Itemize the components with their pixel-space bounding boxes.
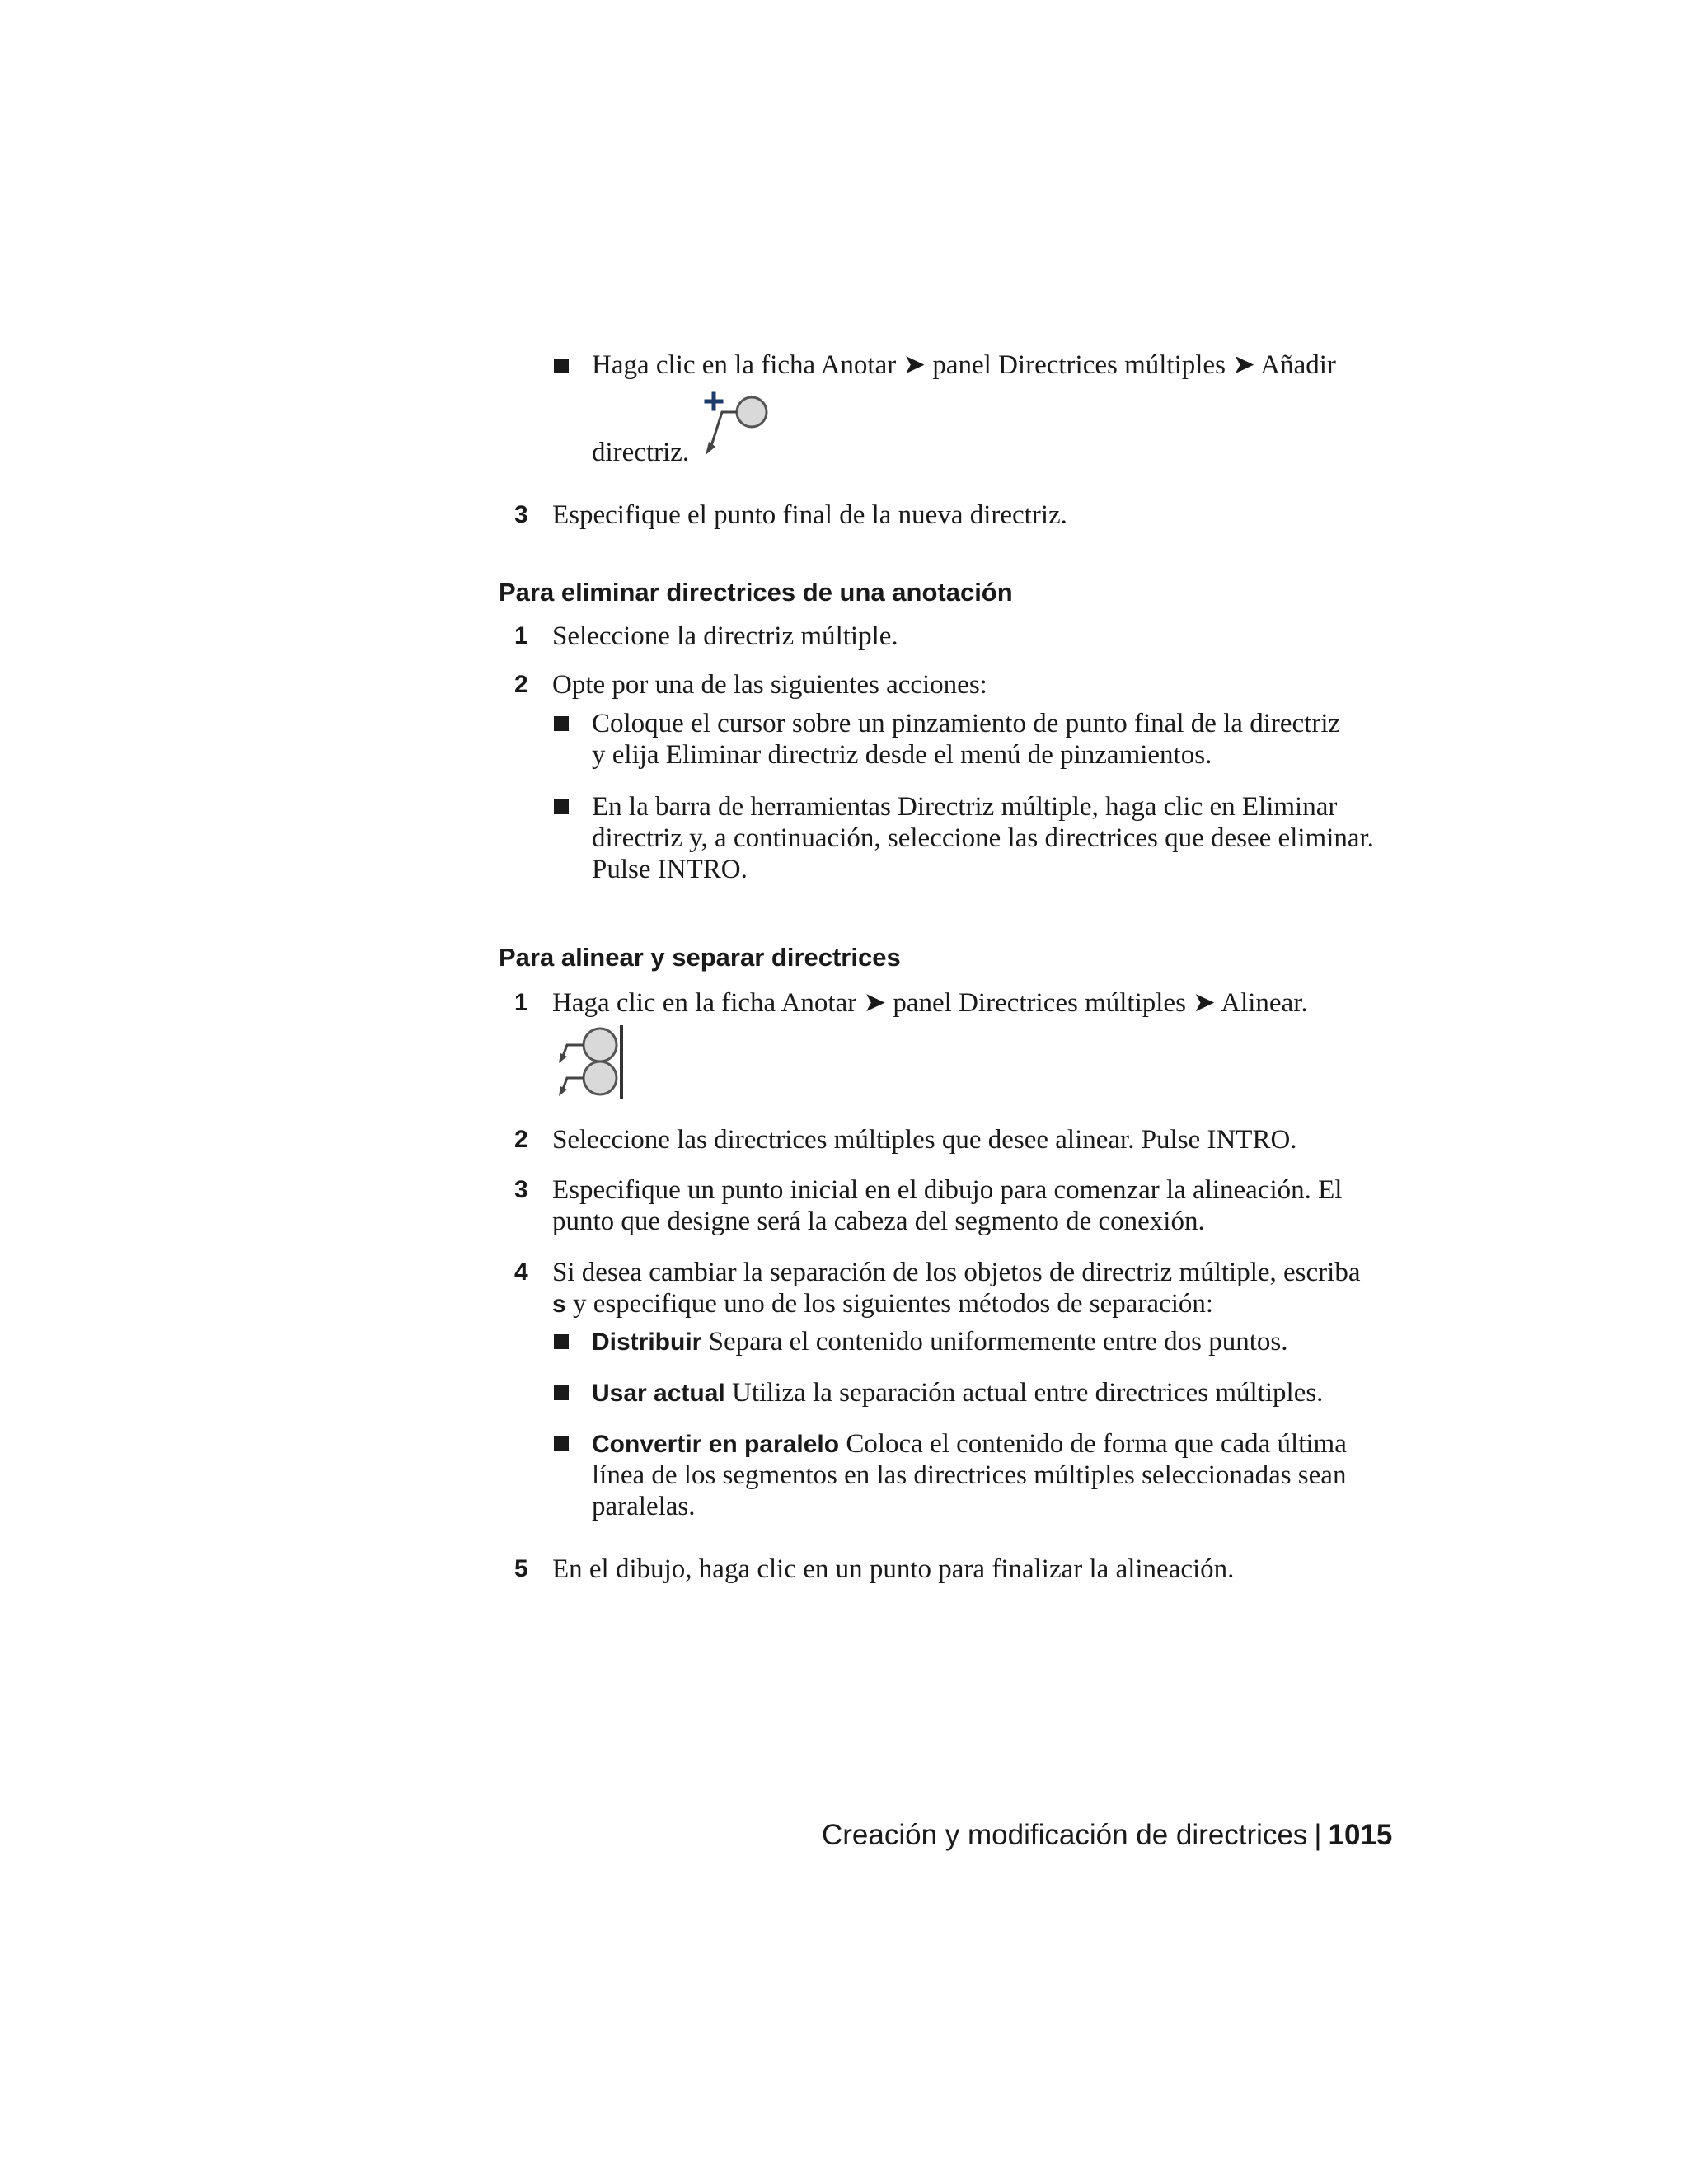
step-text: Opte por una de las siguientes acciones:	[552, 670, 987, 700]
page-number: 1015	[1328, 1819, 1393, 1851]
footer-separator: |	[1314, 1819, 1322, 1851]
add-leader-instruction-cont: directriz.	[592, 438, 690, 467]
add-leader-icon	[699, 389, 771, 462]
step-number: 2	[514, 1126, 528, 1153]
page-footer	[822, 1818, 1392, 1853]
step-number: 1	[514, 989, 528, 1016]
option-term: Convertir en paralelo	[592, 1431, 840, 1458]
bullet-marker	[554, 1334, 569, 1349]
option-description: Utiliza la separación actual entre directrices múltiples.	[724, 1378, 1324, 1408]
bullet-marker	[554, 716, 569, 731]
section-heading-align: Para alinear y separar directrices	[499, 943, 901, 972]
option-term: Distribuir	[592, 1329, 702, 1356]
option-description: Coloca el contenido de forma que cada última	[839, 1429, 1347, 1459]
step-text	[552, 1288, 1213, 1320]
add-leader-instruction: Haga clic en la ficha Anotar ➤ panel Directrices múltiples ➤ Añadir	[592, 350, 1336, 380]
step-text: Si desea cambiar la separación de los objetos de directriz múltiple, escriba	[552, 1258, 1361, 1287]
bullet-text: En la barra de herramientas Directriz múltiple, haga clic en Eliminar	[592, 792, 1338, 822]
footer-title: Creación y modificación de directrices	[822, 1819, 1308, 1851]
step-text: Seleccione las directrices múltiples que desee alinear. Pulse INTRO.	[552, 1125, 1297, 1155]
step-number: 3	[514, 1176, 528, 1203]
option-term: Usar actual	[592, 1380, 725, 1407]
step-text: Seleccione la directriz múltiple.	[552, 621, 898, 651]
bullet-text: Coloque el cursor sobre un pinzamiento de punto final de la directriz	[592, 709, 1341, 738]
bullet-marker	[554, 1385, 569, 1400]
step-text: En el dibujo, haga clic en un punto para finalizar la alineación.	[552, 1554, 1235, 1584]
bullet-marker	[554, 1436, 569, 1451]
step-text: Especifique un punto inicial en el dibujo para comenzar la alineación. El	[552, 1175, 1343, 1205]
step-number: 2	[514, 671, 528, 698]
option-description-cont: línea de los segmentos en las directrices múltiples seleccionadas sean	[592, 1460, 1347, 1490]
bullet-text: Pulse INTRO.	[592, 855, 748, 884]
step-text-rest: y especifique uno de los siguientes métodos de separación:	[565, 1289, 1214, 1319]
step-text: Especifique el punto final de la nueva directriz.	[552, 500, 1067, 530]
bullet-marker	[554, 799, 569, 814]
bullet-marker	[554, 359, 569, 373]
step-number: 3	[514, 501, 528, 528]
option-item	[592, 1377, 1323, 1409]
align-leaders-icon	[554, 1024, 628, 1101]
bullet-text: y elija Eliminar directriz desde el menú de pinzamientos.	[592, 740, 1212, 770]
step-number: 4	[514, 1258, 528, 1286]
option-item	[592, 1326, 1288, 1358]
step-text: punto que designe será la cabeza del segmento de conexión.	[552, 1207, 1205, 1236]
bullet-text: directriz y, a continuación, seleccione las directrices que desee eliminar.	[592, 823, 1374, 853]
option-description: Separa el contenido uniformemente entre dos puntos.	[701, 1327, 1288, 1357]
step-number: 5	[514, 1555, 528, 1582]
option-description-cont: paralelas.	[592, 1492, 696, 1521]
step-number: 1	[514, 622, 528, 649]
section-heading-remove: Para eliminar directrices de una anotación	[499, 578, 1013, 607]
option-item	[592, 1428, 1347, 1460]
command-key: s	[552, 1291, 566, 1318]
step-text: Haga clic en la ficha Anotar ➤ panel Directrices múltiples ➤ Alinear.	[552, 988, 1308, 1018]
